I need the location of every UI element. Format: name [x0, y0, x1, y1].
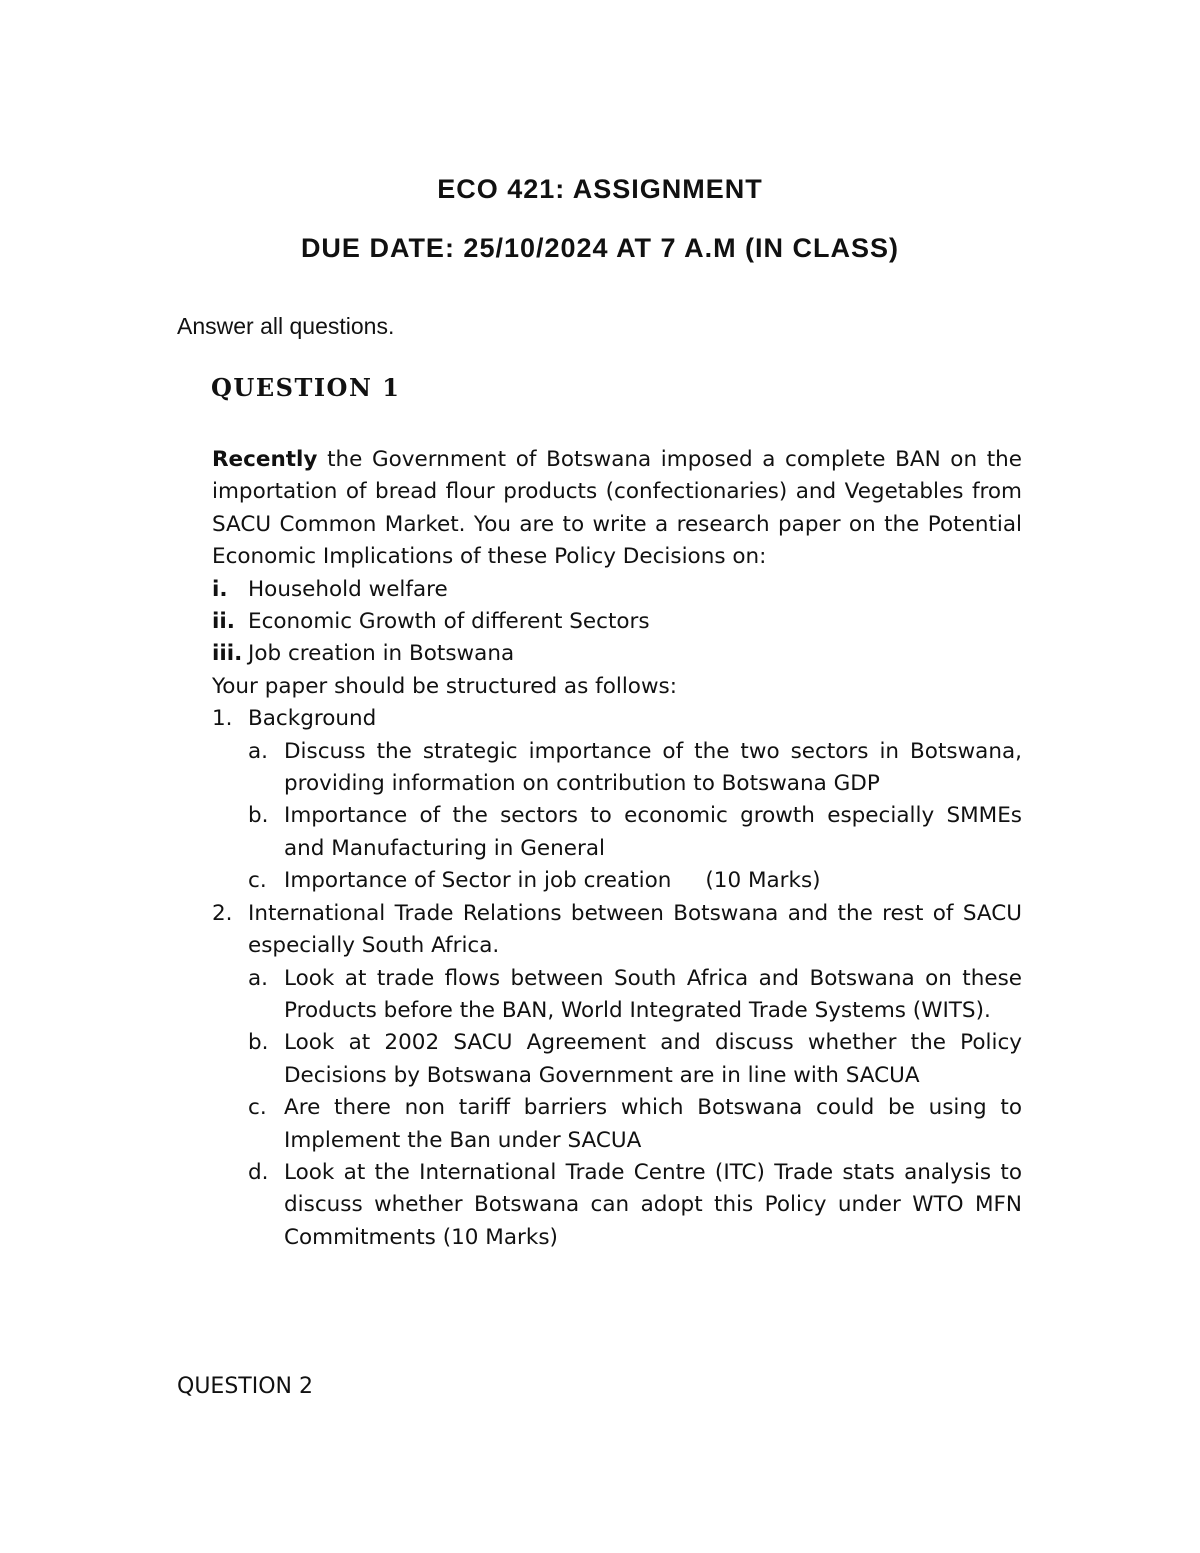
roman-marker: ii. — [212, 609, 235, 635]
roman-text: Economic Growth of different Sectors — [248, 609, 650, 635]
roman-marker: i. — [212, 576, 228, 602]
item-text: Importance of the sectors to economic growth especially SMMEs and Manufacturing in General — [284, 803, 1022, 861]
item-text: Look at trade flows between South Africa and Botswana on these Products before the BAN, World Integrated Trade Systems (WITS). — [284, 965, 1022, 1023]
question-2-heading: QUESTION 2 — [177, 1374, 313, 1399]
instructions: Answer all questions. — [177, 313, 395, 339]
section-2-item-c — [212, 1092, 1022, 1157]
roman-item-3 — [212, 638, 1022, 670]
section-title: International Trade Relations between Botswana and the rest of SACU especially South Africa. — [248, 900, 1022, 959]
intro-text: the Government of Botswana imposed a complete BAN on the importation of bread flour products (confectionaries) and Vegetables from SACU Common Market. You are to write a research paper on the Potential Economic Implications of these Policy Decisions on: — [212, 447, 1022, 570]
question-1-heading: QUESTION 1 — [211, 373, 401, 402]
question-1-intro — [212, 444, 1022, 574]
section-2-item-b — [212, 1027, 1022, 1092]
item-text: Discuss the strategic importance of the two sectors in Botswana, providing information on contribution to Botswana GDP — [284, 738, 1022, 797]
section-2-item-d — [212, 1157, 1022, 1254]
item-marker: d. — [248, 1159, 269, 1185]
item-text: Importance of Sector in job creation — [284, 868, 672, 894]
item-marker: c. — [248, 1095, 267, 1121]
roman-marker: iii. — [212, 641, 243, 667]
roman-text: Job creation in Botswana — [248, 641, 515, 667]
roman-item-1 — [212, 574, 1022, 606]
structure-intro: Your paper should be structured as follows: — [212, 673, 677, 699]
section-1-item-a — [212, 736, 1022, 801]
section-marker: 1. — [212, 706, 233, 732]
item-text: Are there non tariff barriers which Botswana could be using to Implement the Ban under SACUA — [284, 1095, 1022, 1153]
item-marker: a. — [248, 738, 269, 764]
section-marker: 2. — [212, 900, 233, 926]
item-text: Look at 2002 SACU Agreement and discuss whether the Policy Decisions by Botswana Government are in line with SACUA — [284, 1030, 1022, 1088]
item-marker: b. — [248, 1030, 269, 1056]
item-marker: c. — [248, 868, 267, 894]
item-marker: a. — [248, 965, 269, 991]
section-1 — [212, 703, 1022, 735]
section-1-item-b — [212, 800, 1022, 865]
roman-item-2 — [212, 606, 1022, 638]
item-marker: b. — [248, 803, 269, 829]
item-text-wrap — [284, 865, 1022, 897]
item-text: Look at the International Trade Centre (ITC) Trade stats analysis to discuss whether Botswana can adopt this Policy under WTO MFN Commitments (10 Marks) — [284, 1159, 1022, 1250]
intro-bold: Recently — [212, 447, 318, 472]
roman-text: Household welfare — [248, 576, 448, 602]
document-title: ECO 421: ASSIGNMENT — [437, 174, 763, 204]
section-2-item-a — [212, 963, 1022, 1028]
section-title: Background — [248, 706, 377, 732]
section-2 — [212, 898, 1022, 963]
due-date: DUE DATE: 25/10/2024 AT 7 A.M (IN CLASS) — [300, 233, 900, 263]
marks-label: (10 Marks) — [705, 868, 821, 894]
section-1-item-c — [212, 865, 1022, 897]
question-1-body — [212, 444, 1022, 1254]
